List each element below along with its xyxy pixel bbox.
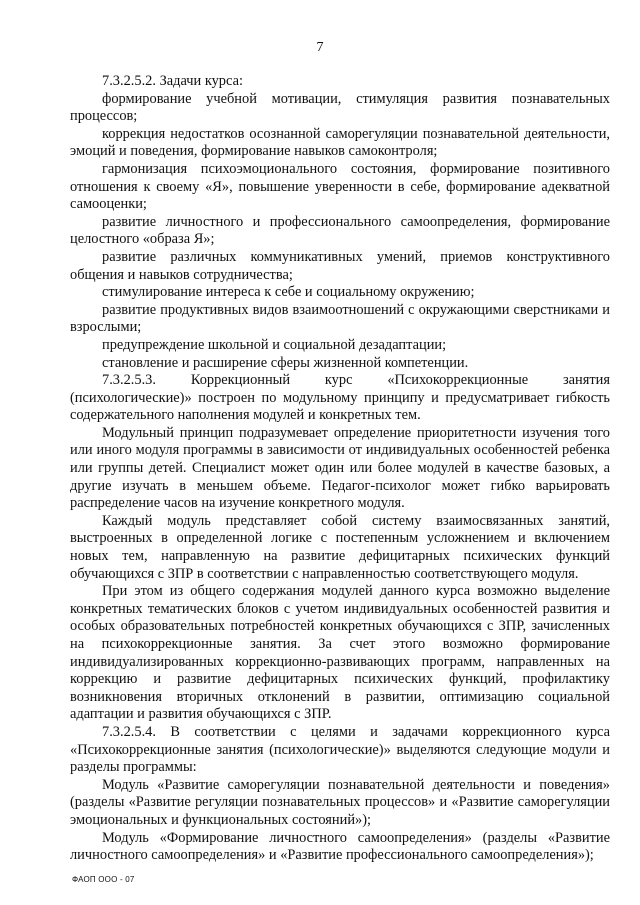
page-body [70,73,610,865]
section-heading-course-tasks: 7.3.2.5.2. Задачи курса: [102,73,243,89]
body-paragraph: Каждый модуль представляет собой систему взаимосвязанных занятий, выстроенных в определенной логике с постепенным усложнением и включением новых тем, направленную на развитие дефицитарных психических функций обучающихся с ЗПР в соответствии с направленностью соответствующего модуля. [70,512,610,582]
task-item: развитие различных коммуникативных умений, приемов конструктивного общения и навыков сотрудничества; [70,248,610,283]
page-number: 7 [316,40,324,55]
task-item: становление и расширение сферы жизненной компетенции. [102,354,469,371]
module-item: Модуль «Формирование личностного самоопределения» (разделы «Развитие личностного самоопределения» и «Развитие профессионального самоопределения»); [70,829,610,864]
task-item: стимулирование интереса к себе и социальному окружению; [102,284,475,301]
task-item: формирование учебной мотивации, стимуляция развития познавательных процессов; [70,90,610,125]
body-paragraph: Модульный принцип подразумевает определение приоритетности изучения того или иного модуля программы в зависимости от индивидуальных особенностей ребенка или группы детей. Специалист может один или более модулей в качестве базовых, а другие изучать в меньшем объеме. Педагог-психолог может гибко варьировать распределение часов на изучение конкретного модуля. [70,424,610,512]
task-item: развитие личностного и профессионального самоопределения, формирование целостного «образа Я»; [70,213,610,248]
task-item: предупреждение школьной и социальной дезадаптации; [102,336,447,353]
footer-document-code: ФАОП ООО - 07 [72,875,135,884]
task-item: коррекция недостатков осознанной саморегуляции познавательной деятельности, эмоций и поведения, формирование навыков самоконтроля; [70,125,610,160]
section-paragraph-modules: 7.3.2.5.4. В соответствии с целями и задачами коррекционного курса «Психокоррекционные занятия (психологические)» выделяются следующие модули и разделы программы: [70,723,610,776]
task-item: гармонизация психоэмоционального состояния, формирование позитивного отношения к своему «Я», повышение уверенности в себе, формирование адекватной самооценки; [70,160,610,213]
section-paragraph-modular-course: 7.3.2.5.3. Коррекционный курс «Психокоррекционные занятия (психологические)» построен по модульному принципу и предусматривает гибкость содержательного наполнения модулей и конкретных тем. [70,372,610,424]
body-paragraph: При этом из общего содержания модулей данного курса возможно выделение конкретных тематических блоков с учетом индивидуальных особенностей развития и особых образовательных потребностей конкретных обучающихся с ЗПР, зачисленных на психокоррекционные занятия. За счет этого возможно формирование индивидуализированных коррекционно-развивающих программ, направленных на коррекцию и развитие дефицитарных психических функций, профилактику возникновения вторичных отклонений в развитии, оптимизацию социальной адаптации и развития обучающихся с ЗПР. [70,583,610,723]
task-item: развитие продуктивных видов взаимоотношений с окружающими сверстниками и взрослыми; [70,301,610,336]
module-item: Модуль «Развитие саморегуляции познавательной деятельности и поведения» (разделы «Развитие регуляции познавательных процессов» и «Развитие саморегуляции эмоциональных и функциональных состояний»); [70,776,610,828]
